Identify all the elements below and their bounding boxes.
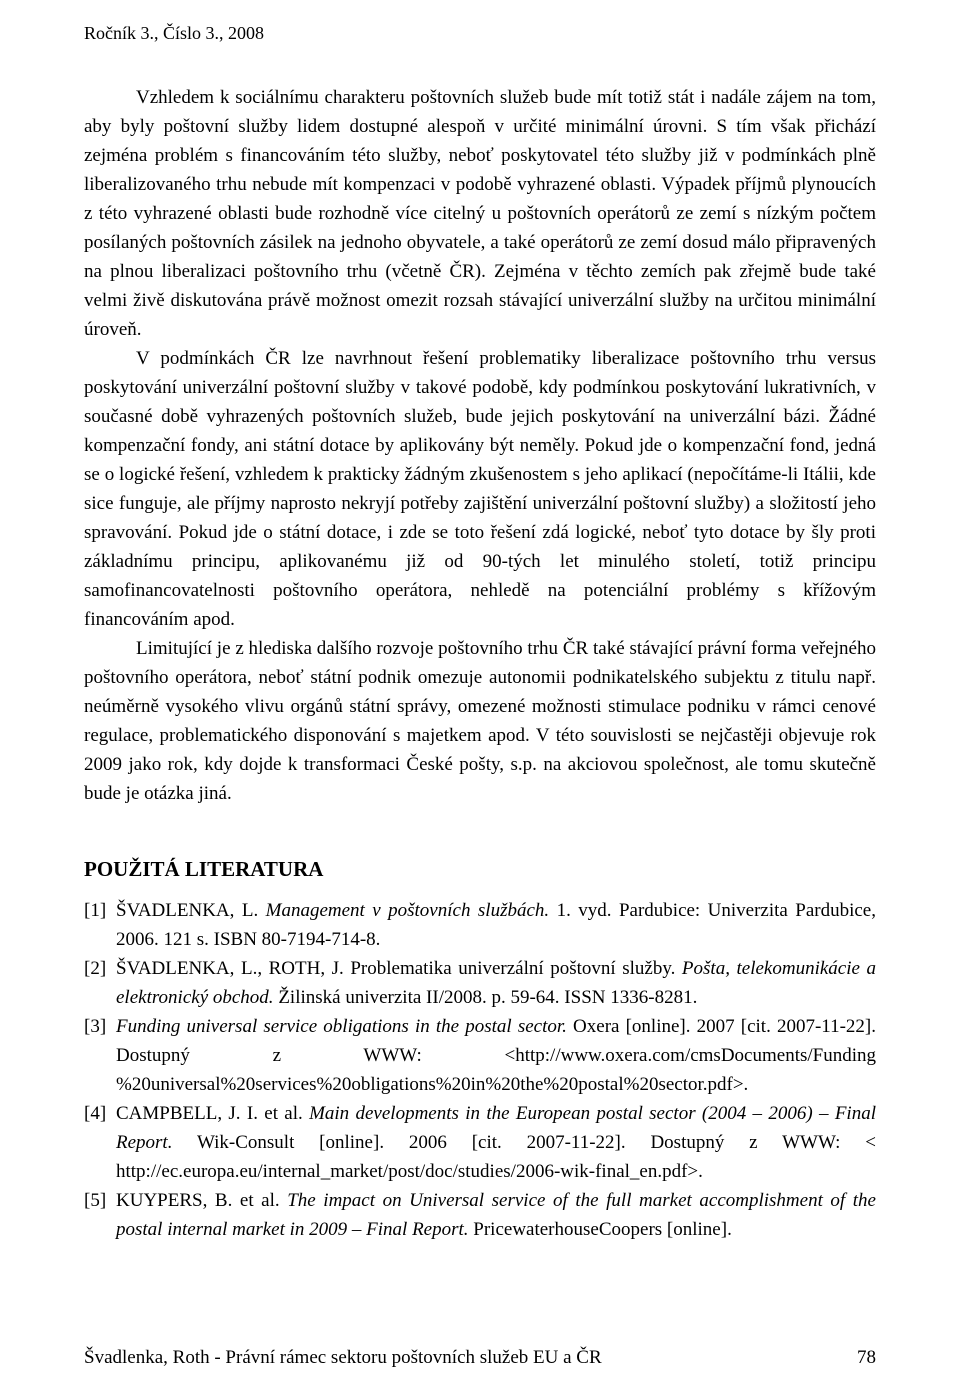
reference-details: Žilinská univerzita II/2008. p. 59-64. ISSN 1336-8281. <box>273 987 698 1008</box>
reference-number: [3] <box>84 1016 107 1037</box>
reference-details: PricewaterhouseCoopers [online]. <box>468 1219 732 1240</box>
paragraph-2: V podmínkách ČR lze navrhnout řešení problematiky liberalizace poštovního trhu versus poskytování univerzální poštovní služby v takové podobě, kdy podmínkou poskytování lukrativních, v současné době vyhrazených poštovních služeb, bude jejich poskytování na univerzální bázi. Žádné kompenzační fondy, ani státní dotace by aplikovány být neměly. Pokud jde o kompenzační fond, jedná se o logické řešení, vzhledem k prakticky žádným zkušenostem s jeho aplikací (nepočítáme-li Itálii, kde sice funguje, ale příjmy naprosto nekryjí potřeby zajištění univerzální poštovní služby) a složitostí jeho spravování. Pokud jde o státní dotace, i zde se toto řešení zdá logické, neboť tyto dotace by šly proti základnímu principu, aplikovanému již od 90-tých let minulého století, totiž principu samofinancovatelnosti poštovního operátora, nehledě na potenciální problémy s křížovým financováním apod. <box>84 348 876 630</box>
running-footer <box>84 1346 876 1370</box>
running-header: Ročník 3., Číslo 3., 2008 <box>84 23 265 43</box>
reference-text: KUYPERS, B. et al. <box>116 1190 288 1211</box>
reference-title: Funding universal service obligations in the postal sector. <box>116 1016 567 1037</box>
paragraph-3: Limitující je z hlediska dalšího rozvoje poštovního trhu ČR také stávající právní forma veřejného poštovního operátora, neboť státní podnik omezuje autonomii podnikatelského subjektu z titulu např. neúměrně vysokého vlivu orgánů státní správy, omezené možnosti stimulace podniku v rámci cenové regulace, problematického disponování s majetkem apod. V této souvislosti se nejčastěji objevuje rok 2009 jako rok, kdy dojde k transformaci České pošty, s.p. na akciovou společnost, ale tomu skutečně bude je otázka jiná. <box>84 638 876 804</box>
reference-item <box>84 896 876 954</box>
reference-details: Oxera [online]. 2007 [cit. 2007-11-22]. Dostupný z WWW: <http://www.oxera.com/cmsDocuments/Funding %20universal%20services%20obligations%20in%20the%20postal%20sector.pdf>. <box>116 1016 877 1095</box>
reference-item <box>84 1012 876 1099</box>
reference-item <box>84 954 876 1012</box>
reference-text: ŠVADLENKA, L. <box>116 900 266 921</box>
reference-title: Management v poštovních službách. <box>265 900 550 921</box>
page-number: 78 <box>857 1347 876 1368</box>
reference-number: [2] <box>84 958 107 979</box>
reference-number: [5] <box>84 1190 107 1211</box>
references-list <box>84 896 876 1244</box>
reference-number: [1] <box>84 900 107 921</box>
reference-number: [4] <box>84 1103 107 1124</box>
reference-details: 1. vyd. Pardubice: Univerzita Pardubice, 2006. 121 s. ISBN 80-7194-714-8. <box>116 900 876 950</box>
reference-title: The impact on Universal service of the full market accomplishment of the postal internal market in 2009 – Final Report. <box>116 1190 876 1240</box>
reference-item <box>84 1099 876 1186</box>
reference-details: Wik-Consult [online]. 2006 [cit. 2007-11-22]. Dostupný z WWW: < http://ec.europa.eu/internal_market/post/doc/studies/2006-wik-final_en.pdf>. <box>116 1132 876 1182</box>
footer-text: Švadlenka, Roth - Právní rámec sektoru poštovních služeb EU a ČR <box>84 1347 602 1368</box>
paragraph-1: Vzhledem k sociálnímu charakteru poštovních služeb bude mít totiž stát i nadále zájem na tom, aby byly poštovní služby lidem dostupné alespoň v určité minimální úrovni. S tím však přichází zejména problém s financováním této služby, neboť poskytovatel této služby již v podmínkách plně liberalizovaného trhu nebude mít kompenzaci v podobě vyhrazené oblasti. Výpadek příjmů plynoucích z této vyhrazené oblasti bude rozhodně více citelný u poštovních operátorů ze zemí s nízkým počtem posílaných poštovních zásilek na jednoho obyvatele, a také operátorů ze zemí dosud málo připravených na plnou liberalizaci poštovního trhu (včetně ČR). Zejména v těchto zemích pak zřejmě bude také velmi živě diskutována právě možnost omezit rozsah stávající univerzální služby na určitou minimální úroveň. <box>84 87 876 340</box>
reference-text: CAMPBELL, J. I. et al. <box>116 1103 310 1124</box>
references-heading: POUŽITÁ LITERATURA <box>84 857 324 881</box>
reference-text: ŠVADLENKA, L., ROTH, J. Problematika univerzální poštovní služby. <box>116 958 682 979</box>
body-text <box>84 83 876 808</box>
reference-title: Pošta, telekomunikácie a elektronický obchod. <box>116 958 876 1008</box>
reference-item <box>84 1186 876 1244</box>
reference-title: Main developments in the European postal sector (2004 – 2006) – Final Report. <box>116 1103 876 1153</box>
